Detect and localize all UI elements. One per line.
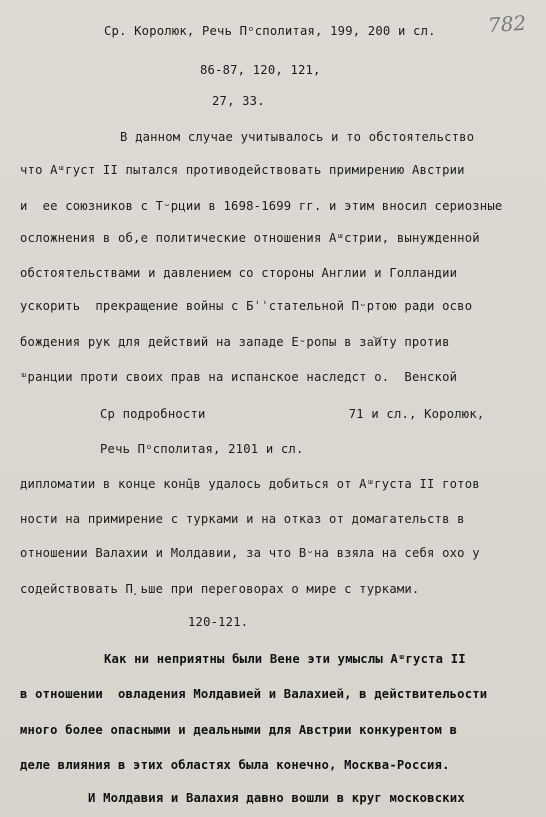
paragraph-line-13: Как ни неприятны были Вене эти умыслы Аᵚгуста II bbox=[104, 652, 466, 666]
folio-number: 782 bbox=[487, 10, 527, 38]
paragraph-line-15: много более опасными и деальными для Австрии конкурентом в bbox=[20, 723, 458, 737]
paragraph-line-14: в отношении овладения Молдавией и Валахией, в действительости bbox=[20, 687, 488, 701]
paragraph-line-10: ности на примирение с турками и на отказ от домагательств в bbox=[20, 512, 465, 526]
paragraph-line-12: содействовать П˰ьше при переговорах о мире с турками. bbox=[20, 582, 420, 596]
citation-line-1: Ср. Королюк, Речь Пᵒсполитая, 199, 200 и сл. bbox=[104, 24, 436, 38]
citation-line-3: 27, 33. bbox=[212, 94, 265, 108]
reference-line-2: Речь Пᵒсполитая, 2101 и сл. bbox=[100, 442, 304, 456]
paragraph-line-4: осложнения в об,е политические отношения Аᵚстрии, вынужденной bbox=[20, 231, 480, 245]
reference-line-1: Ср подробности 71 и сл., Королюк, bbox=[100, 407, 485, 421]
paragraph-line-7: бождения рук для действий на западе Еᵕропы в за͝иту против bbox=[20, 335, 450, 349]
paragraph-line-5: обстоятельствами и давлением со стороны Англии и Голландии bbox=[20, 266, 458, 280]
reference-line-3: 120-121. bbox=[188, 615, 249, 629]
paragraph-line-3: и ее союзников с Тᵕрции в 1698-1699 гг. и этим вносил сериозные bbox=[20, 199, 503, 213]
paragraph-line-11: отношении Валахии и Молдавии, за что Вᵕна взяла на себя охо у bbox=[20, 546, 480, 560]
citation-line-2: 86-87, 120, 121, bbox=[200, 63, 321, 77]
paragraph-line-17: И Молдавия и Валахия давно вошли в круг московских bbox=[88, 791, 465, 805]
paragraph-line-1: В данном случае учитывалось и то обстоятельство bbox=[120, 130, 475, 144]
paragraph-line-8: ᵚранции проти своих прав на испанское наследст о. Венской bbox=[20, 370, 458, 384]
paragraph-line-6: ускорить прекращение войны с Бˈˈстательной Пᵕртою ради осво bbox=[20, 299, 473, 313]
paragraph-line-2: что Аᵚгуст II пытался противодействовать примирению Австрии bbox=[20, 163, 465, 177]
paragraph-line-9: дипломатии в конце конц̆в удалось добиться от Аᵚгуста II готов bbox=[20, 477, 480, 491]
paragraph-line-16: деле влияния в этих областях была конечно, Москва-Россия. bbox=[20, 758, 450, 772]
